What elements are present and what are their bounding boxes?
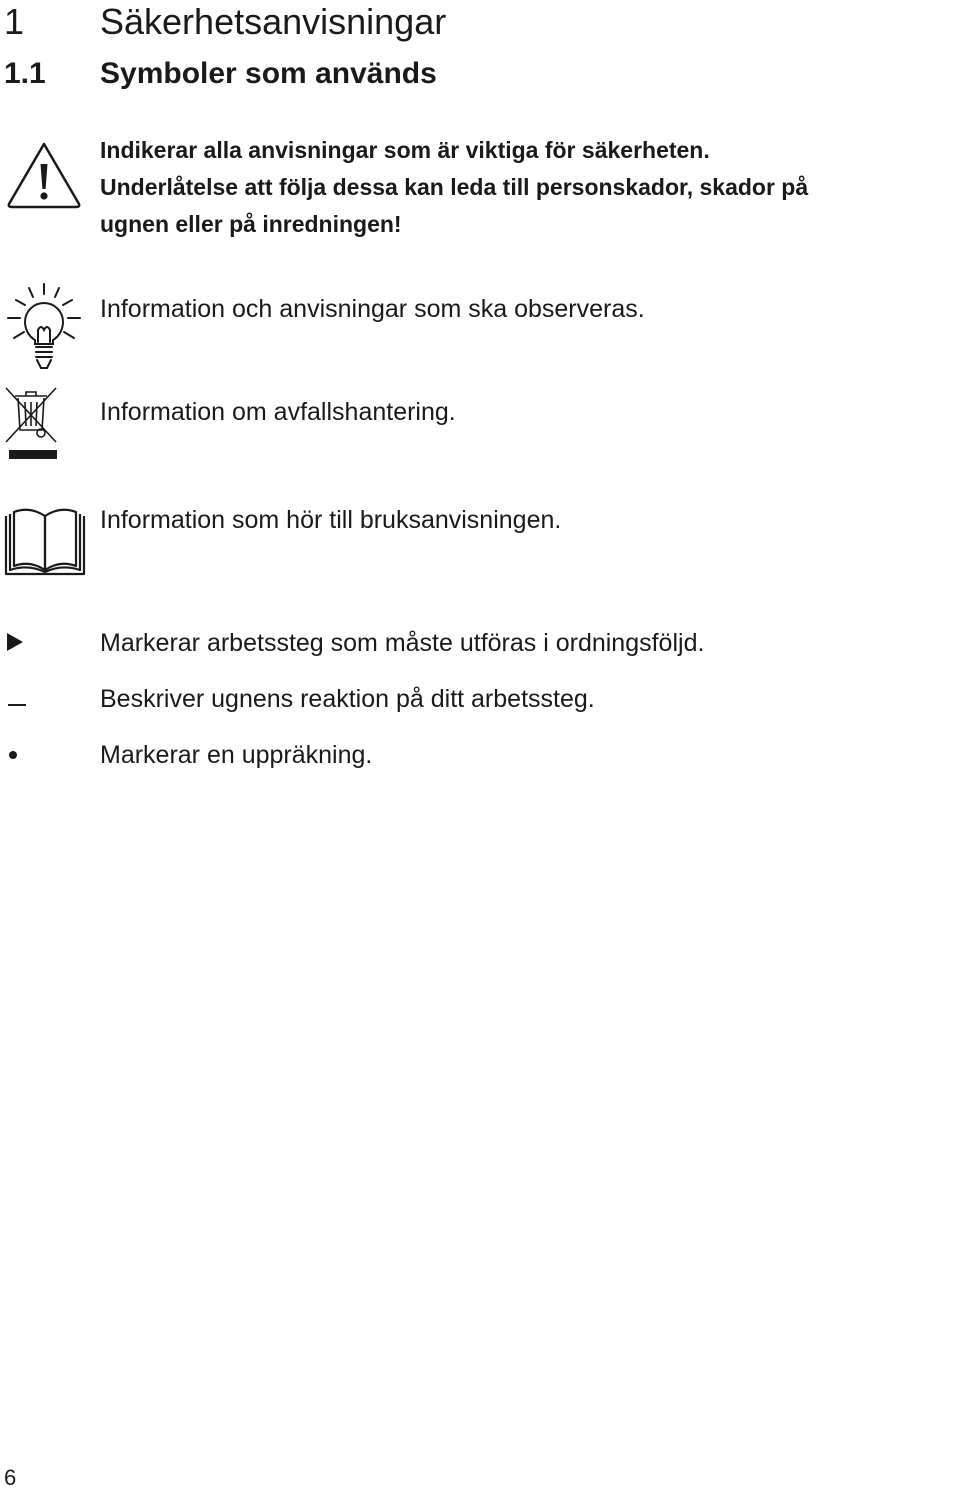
warning-line-2: Underlåtelse att följa dessa kan leda till personskador, skador på	[100, 174, 809, 200]
waste-text: Information om avfallshantering.	[100, 398, 456, 426]
info-text: Information och anvisningar som ska observeras.	[100, 295, 645, 323]
dash-marker-text: Beskriver ugnens reaktion på ditt arbetssteg.	[100, 685, 595, 713]
manual-text: Information som hör till bruksanvisningen.	[100, 506, 562, 534]
dash-marker	[8, 704, 26, 706]
light-bulb-icon	[6, 282, 82, 372]
heading-1-title: Säkerhetsanvisningar	[100, 1, 447, 42]
warning-line-1: Indikerar alla anvisningar som är viktiga för säkerheten.	[100, 137, 710, 163]
open-book-icon	[4, 506, 86, 578]
crossed-bin-icon	[4, 384, 60, 464]
step-arrow-icon	[6, 632, 26, 654]
heading-2-number: 1.1	[4, 57, 46, 90]
warning-line-3: ugnen eller på inredningen!	[100, 211, 402, 237]
heading-1-number: 1	[4, 1, 25, 42]
warning-triangle-icon	[6, 140, 82, 210]
page-number: 6	[4, 1465, 17, 1490]
warning-description	[100, 132, 808, 243]
bullet-marker	[9, 751, 17, 759]
bullet-marker-text: Markerar en uppräkning.	[100, 741, 373, 769]
heading-2-title: Symboler som används	[100, 57, 437, 90]
step-marker-text: Markerar arbetssteg som måste utföras i ordningsföljd.	[100, 629, 705, 657]
